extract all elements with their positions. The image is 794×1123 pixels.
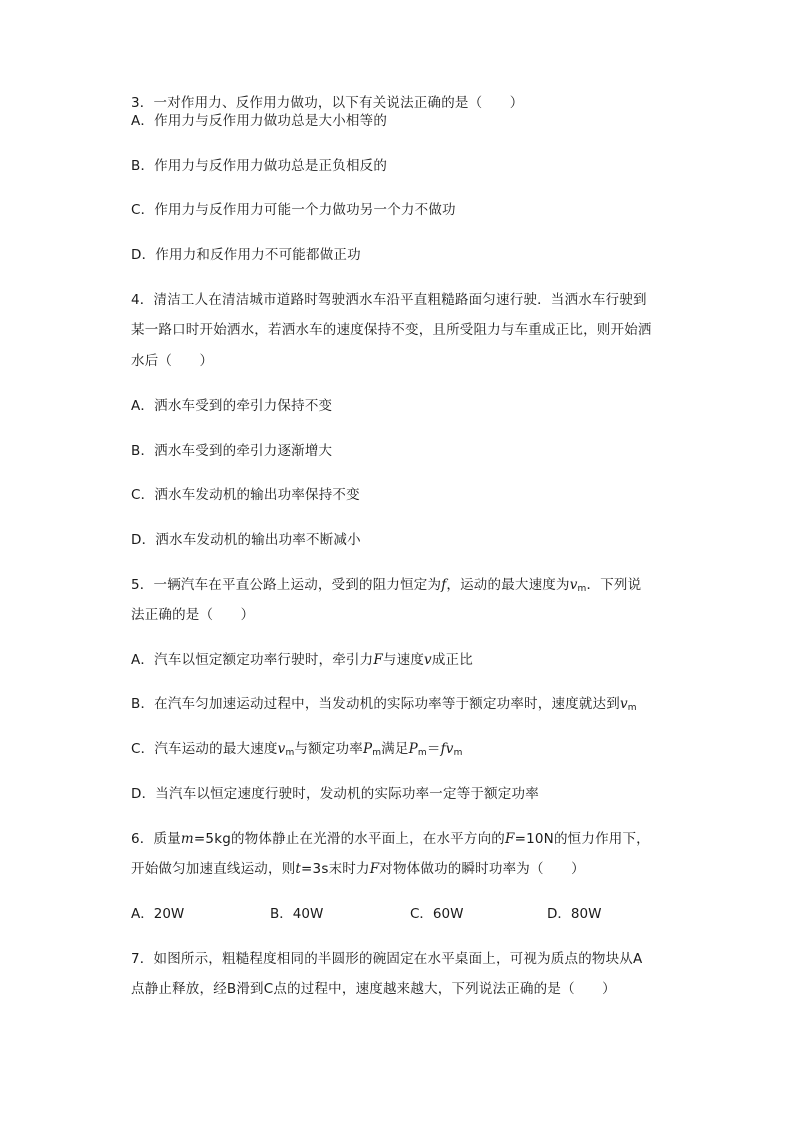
q3-option-b: B．作用力与反作用力做功总是正负相反的 (131, 158, 388, 174)
q3-option-a: A．作用力与反作用力做功总是大小相等的 (131, 113, 388, 129)
q3-option-d: D．作用力和反作用力不可能都做正功 (131, 247, 361, 263)
q4-stem-line-2: 某一路口时开始洒水，若洒水车的速度保持不变，且所受阻力与车重成正比，则开始洒 (131, 322, 652, 338)
q5-option-b: B．在汽车匀加速运动过程中，当发动机的实际功率等于额定功率时，速度就达到$v_m$ (131, 696, 637, 713)
q4-stem-line-1: 4．清洁工人在清洁城市道路时驾驶洒水车沿平直粗糙路面匀速行驶．当洒水车行驶到 (131, 292, 647, 308)
q6-option-b: B．40W (270, 906, 324, 922)
q6-option-c: C．60W (410, 906, 464, 922)
q5-option-d: D．当汽车以恒定速度行驶时，发动机的实际功率一定等于额定功率 (131, 786, 539, 802)
q5-stem-line-2: 法正确的是（ ） (131, 607, 255, 623)
q4-option-d: D．洒水车发动机的输出功率不断减小 (131, 532, 361, 548)
q5-option-a: A．汽车以恒定额定功率行驶时，牵引力F与速度v成正比 (131, 652, 473, 668)
q3-stem: 3．一对作用力、反作用力做功，以下有关说法正确的是（ ） (131, 95, 524, 111)
q6-stem-line-1: 6．质量m=5kg的物体静止在光滑的水平面上，在水平方向的F=10N的恒力作用下， (131, 831, 650, 847)
q7-stem-line-1: 7．如图所示，粗糙程度相同的半圆形的碗固定在水平桌面上，可视为质点的物块从A (131, 951, 643, 967)
q6-option-a: A．20W (131, 906, 185, 922)
q3-option-c: C．作用力与反作用力可能一个力做功另一个力不做功 (131, 202, 456, 218)
q6-option-d: D．80W (547, 906, 602, 922)
q4-stem-line-3: 水后（ ） (131, 353, 214, 369)
q4-option-c: C．洒水车发动机的输出功率保持不变 (131, 487, 360, 503)
q5-option-c: C．汽车运动的最大速度$v_m$与额定功率$P_m$满足$P_m=fv_m$ (131, 741, 463, 758)
q4-option-b: B．洒水车受到的牵引力逐渐增大 (131, 443, 333, 459)
q4-option-a: A．洒水车受到的牵引力保持不变 (131, 398, 333, 414)
q6-stem-line-2: 开始做匀加速直线运动，则t=3s末时力F对物体做功的瞬时功率为（ ） (131, 861, 585, 877)
q6-options (131, 904, 631, 924)
q5-stem-line-1: 5．一辆汽车在平直公路上运动，受到的阻力恒定为f，运动的最大速度为$v_m$．下列说 (131, 577, 642, 594)
q7-stem-line-2: 点静止释放，经B滑到C点的过程中，速度越来越大，下列说法正确的是（ ） (131, 981, 616, 997)
